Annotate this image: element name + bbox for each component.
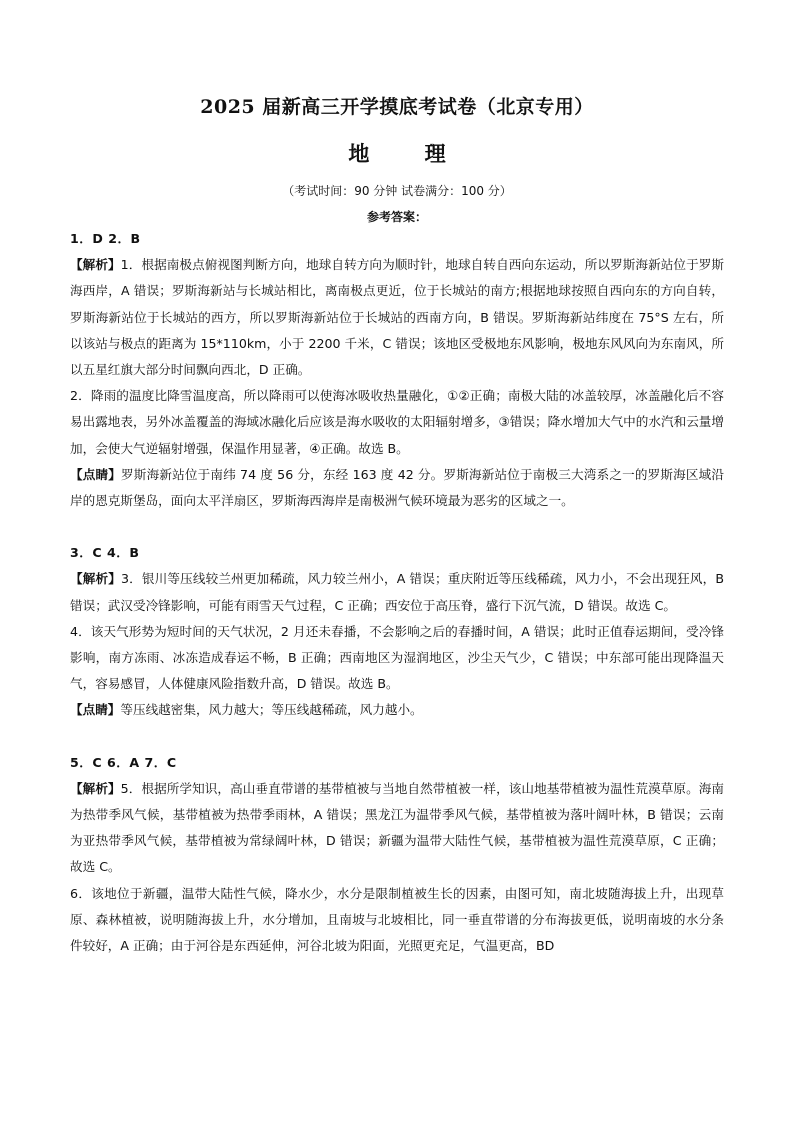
note-text: 罗斯海新站位于南纬 74 度 56 分，东经 163 度 42 分。罗斯海新站位于南极三大湾系之一的罗斯海区域沿岸的恩克斯堡岛，面向太平洋扇区，罗斯海西海岸是南极洲气候环境最为恶劣的区域之一。 [70, 466, 725, 509]
answer-group-3 [70, 750, 724, 960]
answer-key: 3．C 4．B [70, 545, 140, 561]
analysis-tag: 【解析】 [70, 780, 121, 796]
note-tag: 【点睛】 [70, 466, 122, 482]
subject-heading: 地 理 [348, 141, 446, 166]
analysis-text: 1．根据南极点俯视图判断方向，地球自转方向为顺时针，地球自转自西向东运动，所以罗斯海新站位于罗斯海西岸，A 错误；罗斯海新站与长城站相比，离南极点更近，位于长城站的南方;根据地球按照自西向东的方向自转，罗斯海新站位于长城站的西方，所以罗斯海新站位于长城站的西南方向，B 错误。罗斯海新站纬度在 75°S 左右，所以该站与极点的距离为 15*110km，小于 2200 千米，C 错误；该地区受极地东风影响，极地东风风向为东南风，所以五星红旗大部分时间飘向西北，D 正确。 [70, 257, 725, 378]
answer-group-2 [70, 540, 724, 723]
analysis-paragraph [70, 566, 724, 618]
exam-info: （考试时间：90 分钟 试卷满分：100 分） [282, 184, 512, 198]
analysis-paragraph: 6．该地位于新疆，温带大陆性气候，降水少，水分是限制植被生长的因素，由图可知，南北坡随海拔上升，出现草原、森林植被，说明随海拔上升，水分增加，且南坡与北坡相比，同一垂直带谱的分布海拔更低，说明南坡的水分条件较好，A 正确；由于河谷是东西延伸，河谷北坡为阳面，光照更充足，气温更高，BD [70, 885, 724, 954]
analysis-text: 5．根据所学知识，高山垂直带谱的基带植被与当地自然带植被一样，该山地基带植被为温性荒漠草原。海南为热带季风气候，基带植被为热带季雨林，A 错误；黑龙江为温带季风气候，基带植被为落叶阔叶林，B 错误；云南为亚热带季风气候，基带植被为常绿阔叶林，D 错误；新疆为温带大陆性气候，基带植被为温性荒漠草原，C 正确；故选 C。 [70, 780, 725, 875]
spacer [70, 724, 724, 750]
note-paragraph [70, 697, 724, 723]
analysis-paragraph: 4．该天气形势为短时间的天气状况，2 月还未春播，不会影响之后的春播时间，A 错误；此时正值春运期间，受冷锋影响，南方冻雨、冰冻造成春运不畅，B 正确；西南地区为湿润地区，沙尘天气少，C 错误；中东部可能出现降温天气，容易感冒，人体健康风险指数升高，D 错误。故选 B。 [70, 623, 724, 692]
answer-key: 1．D 2．B [70, 231, 141, 246]
answer-group-1 [70, 226, 724, 514]
spacer [70, 514, 724, 540]
analysis-tag: 【解析】 [70, 571, 121, 587]
analysis-paragraph: 2．降雨的温度比降雪温度高，所以降雨可以使海冰吸收热量融化，①②正确；南极大陆的冰盖较厚，冰盖融化后不容易出露地表，另外冰盖覆盖的海域冰融化后应该是海水吸收的太阳辐射增多，③错误；降水增加大气中的水汽和云量增加，会使大气逆辐射增强，保温作用显著，④正确。故选 B。 [70, 388, 724, 456]
analysis-tag: 【解析】 [70, 257, 121, 273]
answer-key: 5．C 6．A 7．C [70, 754, 177, 770]
analysis-paragraph [70, 776, 724, 881]
answer-body [70, 226, 724, 959]
note-tag: 【点睛】 [70, 702, 121, 718]
reference-answer-label: 参考答案： [366, 210, 427, 224]
document-title: 2025 届新高三开学摸底考试卷（北京专用） [200, 96, 594, 118]
analysis-paragraph [70, 252, 724, 383]
note-paragraph [70, 462, 724, 514]
note-text: 等压线越密集，风力越大；等压线越稀疏，风力越小。 [120, 702, 423, 718]
analysis-text: 3．银川等压线较兰州更加稀疏，风力较兰州小，A 错误；重庆附近等压线稀疏，风力小，不会出现狂风，B 错误；武汉受冷锋影响，可能有雨雪天气过程，C 正确；西安位于高压脊，盛行下沉气流，D 错误。故选 C。 [70, 571, 725, 613]
